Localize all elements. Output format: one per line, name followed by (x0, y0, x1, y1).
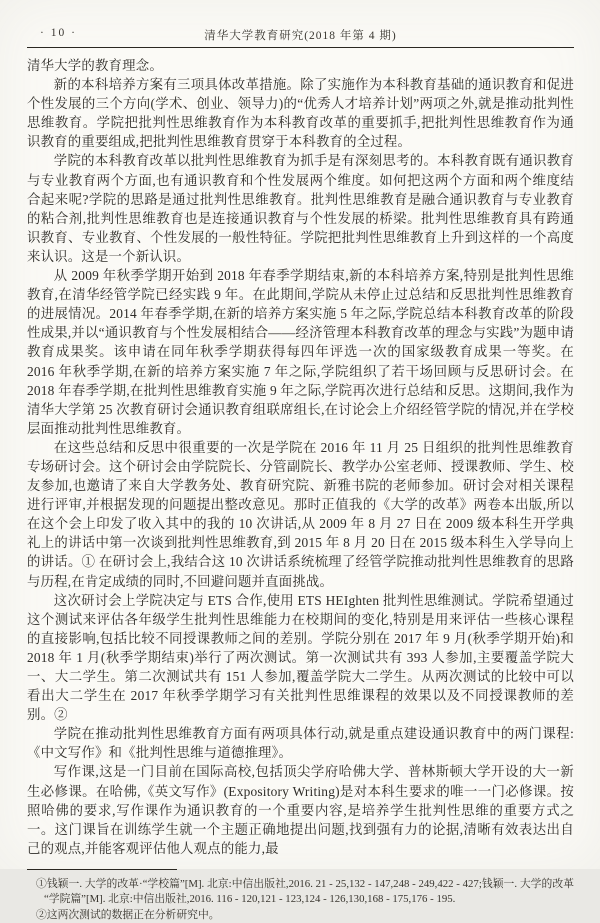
page-number: · 10 · (40, 27, 77, 39)
paragraph: 清华大学的教育理念。 (27, 58, 163, 73)
paragraph: 新的本科培养方案有三项具体改革措施。除了实施作为本科教育基础的通识教育和促进个性发展的三个方向(学术、创业、领导力)的“优秀人才培养计划”两项之外,就是推动批判性思维教育。学院把批判性思维教育作为本科教育改革的重要抓手,把批判性思维教育作为通识教育的重要组成,把批判性思维教育贯穿于本科教育的全过程。 (27, 77, 574, 150)
body-paragraphs (27, 56, 574, 858)
footnote-separator (27, 869, 177, 870)
paragraph: 这次研讨会上学院决定与 ETS 合作,使用 ETS HEIghten 批判性思维测试。学院希望通过这个测试来评估各年级学生批判性思维能力在校期间的变化,特别是用来评估一些核心课程的直接影响,包括比较不同授课教师之间的差别。学院分别在 2017 年 9 月(秋季学期开始)和 2018 年 1 月(秋季学期结束)举行了两次测试。第一次测试共有 393 人参加,主要覆盖学院大一、大二学生。第二次测试共有 151 人参加,覆盖学院大二学生。从两次测试的比较中可以看出大二学生在 2017 年秋季学期学习有关批判性思维课程的效果以及不同授课教师的差别。② (27, 592, 574, 723)
footnote-item: ①钱颖一. 大学的改革·“学校篇”[M]. 北京:中信出版社,2016. 21 - 25,132 - 147,248 - 249,422 - 427;钱颖一. 大学的改革 “学院篇”[M]. 北京:中信出版社,2016. 116 - 120,121 - 123,124 - 126,130,168 - 175,176 - 195. (36, 877, 574, 906)
paragraph: 写作课,这是一门目前在国际高校,包括顶尖学府哈佛大学、普林斯顿大学开设的大一新生必修课。在哈佛,《英文写作》(Expository Writing)是对本科生要求的唯一一门必修课。按照哈佛的要求,写作课作为通识教育的一个重要内容,是培养学生批判性思维的重要方式之一。这门课旨在训练学生就一个主题正确地提出问题,找到强有力的论据,清晰有效表达出自己的观点,并能客观评估他人观点的能力,最 (27, 764, 574, 856)
paragraph: 从 2009 年秋季学期开始到 2018 年春季学期结束,新的本科培养方案,特别是批判性思维教育,在清华经管学院已经实践 9 年。在此期间,学院从未停止过总结和反思批判性思维教育的进展情况。2014 年春季学期,在新的培养方案实施 5 年之际,学院总结本科教育改革的阶段性成果,并以“通识教育与个性发展相结合——经济管理本科教育改革的理念与实践”为题申请教育成果奖。该申请在同年秋季学期获得每四年评选一次的国家级教育成果一等奖。在 2016 年秋季学期,在新的培养方案实施 7 年之际,学院组织了若干场回顾与反思研讨会。在 2018 年春季学期,在批判性思维教育实施 9 年之际,学院再次进行总结和反思。这期间,我作为清华大学第 25 次教育研讨会通识教育组联席组长,在讨论会上介绍经管学院的情况,并在学校层面推动批判性思维教育。 (27, 268, 574, 436)
paragraph: 在这些总结和反思中很重要的一次是学院在 2016 年 11 月 25 日组织的批判性思维教育专场研讨会。这个研讨会由学院院长、分管副院长、教学办公室老师、授课教师、学生、校友参加,也邀请了来自大学教务处、教育研究院、新雅书院的老师参加。研讨会对相关课程进行评审,并根据发现的问题提出整改意见。那时正值我的《大学的改革》两卷本出版,所以在这个会上印发了收入其中的我的 10 次讲话,从 2009 年 8 月 27 日在 2009 级本科生开学典礼上的讲话中第一次谈到批判性思维教育,到 2015 年 8 月 20 日在 2015 级本科生入学导向上的讲话。① 在研讨会上,我结合这 10 次讲话系统梳理了经管学院推动批判性思维教育的思路与历程,在肯定成绩的同时,不回避问题并直面挑战。 (27, 439, 574, 589)
page-header (27, 24, 574, 46)
header-rule (27, 47, 574, 48)
paragraph: 学院在推动批判性思维教育方面有两项具体行动,就是重点建设通识教育中的两门课程:《中文写作》和《批判性思维与道德推理》。 (27, 726, 574, 761)
footnotes (27, 877, 574, 923)
journal-title: 清华大学教育研究(2018 年第 4 期) (204, 30, 397, 42)
paragraph: 学院的本科教育改革以批判性思维教育为抓手是有深刻思考的。本科教育既有通识教育与专业教育两个方面,也有通识教育和个性发展两个维度。如何把这两个方面和两个维度结合起来呢?学院的思路是通过批判性思维教育。批判性思维教育是融合通识教育与专业教育的粘合剂,批判性思维教育也是连接通识教育与个性发展的桥梁。批判性思维教育具有跨通识教育、专业教育、个性发展的一般性特征。学院把批判性思维教育上升到这样的一个高度来认识。这是一个新认识。 (27, 153, 574, 264)
footnote-item: ②这两次测试的数据正在分析研究中。 (36, 908, 220, 921)
